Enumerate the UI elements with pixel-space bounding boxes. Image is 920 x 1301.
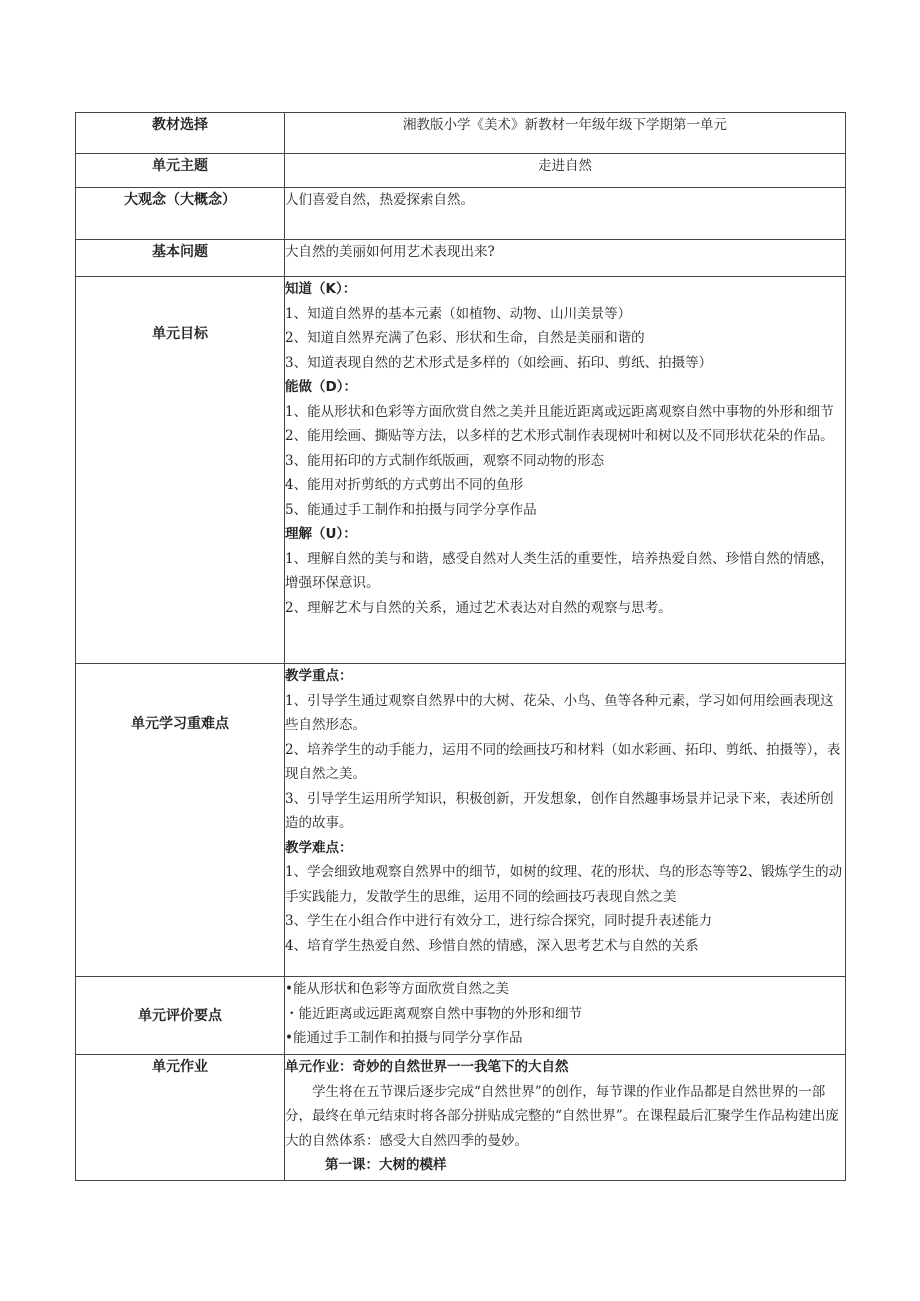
evaluation-item-2: ・能近距离或远距离观察自然中事物的外形和细节 bbox=[285, 1005, 582, 1022]
label-goals: 单元目标 bbox=[76, 277, 285, 664]
know-item-1: 1、知道自然界的基本元素（如植物、动物、山川美景等） bbox=[285, 305, 632, 322]
homework-paragraph: 学生将在五节课后逐步完成“自然世界”的创作，每节课的作业作品都是自然世界的一部分，最终在单元结束时将各部分拼贴成完整的“自然世界”。在课程最后汇聚学生作品构建出庞大的自然体系：感受大自然四季的曼妙。 bbox=[285, 1083, 839, 1149]
difficulty-item-1: 1、学会细致地观察自然界中的细节，如树的纹理、花的形状、鸟的形态等等2、锻炼学生的动手实践能力，发散学生的思维，运用不同的绘画技巧表现自然之美 bbox=[285, 864, 843, 905]
row-big-idea bbox=[76, 188, 846, 240]
understand-heading: 理解（U）： bbox=[285, 526, 357, 542]
understand-item-1: 1、理解自然的美与和谐，感受自然对人类生活的重要性，培养热爱自然、珍惜自然的情感，增强环保意识。 bbox=[285, 550, 834, 591]
focus-heading: 教学重点： bbox=[285, 668, 353, 684]
do-heading: 能做（D）： bbox=[285, 379, 357, 395]
goals-clip bbox=[285, 277, 845, 663]
row-goals bbox=[76, 277, 846, 664]
value-goals bbox=[285, 277, 846, 664]
row-theme bbox=[76, 154, 846, 188]
row-material bbox=[76, 113, 846, 154]
label-evaluation: 单元评价要点 bbox=[76, 977, 285, 1055]
label-question: 基本问题 bbox=[76, 240, 285, 277]
unit-plan-table bbox=[75, 112, 846, 1181]
difficulty-item-3: 4、培育学生热爱自然、珍惜自然的情感，深入思考艺术与自然的关系 bbox=[285, 937, 699, 954]
homework-title: 单元作业：奇妙的自然世界一一我笔下的大自然 bbox=[285, 1059, 569, 1075]
value-evaluation bbox=[285, 977, 846, 1055]
know-heading: 知道（K）： bbox=[285, 281, 357, 297]
difficulty-heading: 教学难点： bbox=[285, 839, 353, 856]
value-key-points bbox=[285, 664, 846, 977]
label-key-points: 单元学习重难点 bbox=[76, 664, 285, 977]
evaluation-item-3: •能通过手工制作和拍摄与同学分享作品 bbox=[285, 1030, 523, 1046]
row-key-points bbox=[76, 664, 846, 977]
do-item-2: 2、能用绘画、撕贴等方法，以多样的艺术形式制作表现树叶和树以及不同形状花朵的作品。 bbox=[285, 428, 834, 444]
value-question: 大自然的美丽如何用艺术表现出来? bbox=[285, 240, 846, 277]
do-item-5: 5、能通过手工制作和拍摄与同学分享作品 bbox=[285, 501, 537, 518]
do-item-1: 1、能从形状和色彩等方面欣赏自然之美并且能近距离或远距离观察自然中事物的外形和细节 bbox=[285, 403, 834, 420]
value-homework bbox=[285, 1055, 846, 1181]
focus-item-3: 3、引导学生运用所学知识，积极创新，开发想象，创作自然趣事场景并记录下来，表述所创造的故事。 bbox=[285, 790, 834, 831]
value-theme: 走进自然 bbox=[285, 154, 846, 188]
row-question bbox=[76, 240, 846, 277]
row-homework bbox=[76, 1055, 846, 1181]
do-item-4: 4、能用对折剪纸的方式剪出不同的鱼形 bbox=[285, 477, 524, 493]
label-theme: 单元主题 bbox=[76, 154, 285, 188]
homework-lesson-1: 第一课：大树的模样 bbox=[325, 1157, 447, 1173]
row-evaluation bbox=[76, 977, 846, 1055]
know-item-3: 3、知道表现自然的艺术形式是多样的（如绘画、拓印、剪纸、拍摄等） bbox=[285, 354, 713, 371]
know-item-2: 2、知道自然界充满了色彩、形状和生命，自然是美丽和谐的 bbox=[285, 330, 645, 346]
do-item-3: 3、能用拓印的方式制作纸版画，观察不同动物的形态 bbox=[285, 452, 605, 469]
focus-item-1: 1、引导学生通过观察自然界中的大树、花朵、小鸟、鱼等各种元素，学习如何用绘画表现这些自然形态。 bbox=[285, 692, 834, 733]
value-big-idea: 人们喜爱自然，热爱探索自然。 bbox=[285, 188, 846, 240]
focus-item-2: 2、培养学生的动手能力，运用不同的绘画技巧和材料（如水彩画、拓印、剪纸、拍摄等），表现自然之美。 bbox=[285, 741, 841, 782]
label-homework: 单元作业 bbox=[76, 1055, 285, 1181]
evaluation-item-1: •能从形状和色彩等方面欣赏自然之美 bbox=[285, 981, 509, 997]
label-material: 教材选择 bbox=[76, 113, 285, 154]
understand-item-2: 2、理解艺术与自然的关系，通过艺术表达对自然的观察与思考。 bbox=[285, 599, 672, 616]
label-big-idea: 大观念（大概念） bbox=[76, 188, 285, 240]
value-material: 湘教版小学《美术》新教材一年级年级下学期第一单元 bbox=[285, 113, 846, 154]
difficulty-item-2: 3、学生在小组合作中进行有效分工，进行综合探究，同时提升表述能力 bbox=[285, 913, 713, 929]
